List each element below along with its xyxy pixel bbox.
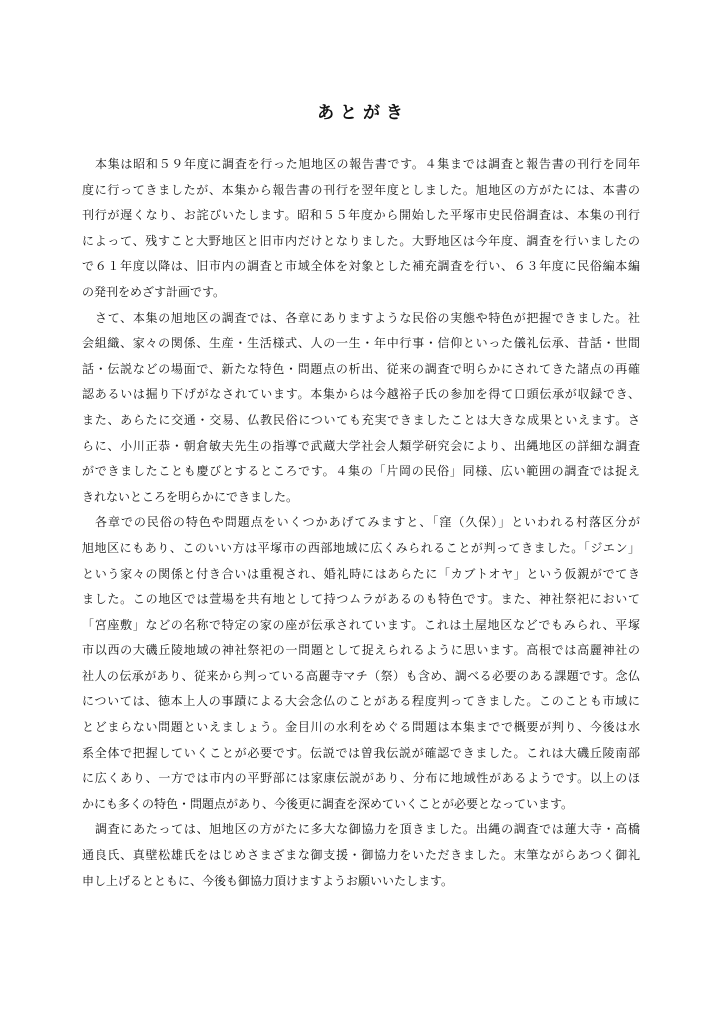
paragraph-1-line: 本集は昭和５９年度に調査を行った旭地区の報告書です。４集までは調査と報告書の刊行を同年 (95, 157, 640, 171)
paragraph-1-line: の発刊をめざす計画です。 (82, 284, 226, 299)
paragraph-2-line: 認あるいは掘り下げがなされています。本集からは今越裕子氏の参加を得て口頭伝承が収録でき、 (82, 387, 640, 402)
paragraph-4-line: 申し上げるとともに、今後も御協力頂けますようお願いいたします。 (82, 873, 454, 888)
paragraph-1-line: で６１年度以降は、旧市内の調査と市域全体を対象とした補充調査を行い、６３年度に民俗編本編 (82, 259, 640, 274)
paragraph-2-line: 会組織、家々の関係、生産・生活様式、人の一生・年中行事・信仰といった儀礼伝承、昔話・世間 (82, 336, 640, 351)
paragraph-2-line: ができましたことも慶びとするところです。４集の「片岡の民俗」同様、広い範囲の調査では捉え (82, 464, 640, 479)
paragraph-3-line: という家々の関係と付き合いは重視され、婚礼時にはあらたに「カブトオヤ」という仮親がでてき (82, 566, 640, 581)
paragraph-2-line: さて、本集の旭地区の調査では、各章にありますような民俗の実態や特色が把握できました。社 (95, 310, 640, 325)
paragraph-3-line: 旭地区にもあり、このいい方は平塚市の西部地域に広くみられることが判ってきました。「ジエン」 (82, 540, 640, 555)
paragraph-1-line: によって、残すこと大野地区と旧市内だけとなりました。大野地区は今年度、調査を行いましたの (82, 233, 640, 248)
paragraph-3-line: 系全体で把握していくことが必要です。伝説では曽我伝説が確認できました。これは大磯丘陵南部 (82, 745, 640, 760)
paragraph-3-line: ました。この地区では萱場を共有地として持つムラがあるのも特色です。また、神社祭祀において (82, 592, 640, 607)
paragraph-3-line: 市以西の大磯丘陵地域の神社祭祀の一問題として捉えられるように思います。高根では高麗神社の (82, 643, 640, 658)
paragraph-3-line: 「宮座敷」などの名称で特定の家の座が伝承されています。これは土屋地区などでもみられ、平塚 (82, 617, 640, 632)
page-title: あ と が き (317, 103, 403, 123)
paragraph-3-line: に広くあり、一方では市内の平野部には家康伝説があり、分布に地域性があるようです。以上のほ (82, 771, 640, 786)
paragraph-2-line: また、あらたに交通・交易、仏教民俗についても充実できましたことは大きな成果といえます。さ (82, 412, 640, 427)
paragraph-2-line: きれないところを明らかにできました。 (82, 489, 299, 504)
paragraph-3-line: については、徳本上人の事蹟による大会念仏のことがある程度判ってきました。このことも市域に (82, 694, 640, 709)
paragraph-3-line: 各章での民俗の特色や問題点をいくつかあげてみますと、「窪（久保）」といわれる村落区分が (95, 515, 640, 530)
paragraph-1-line: 度に行ってきましたが、本集から報告書の刊行を翌年度としました。旭地区の方がたには、本書の (82, 182, 640, 197)
paragraph-3-line: とどまらない問題といえましょう。金目川の水利をめぐる問題は本集までで概要が判り、今後は水 (82, 720, 640, 735)
paragraph-3-line: かにも多くの特色・問題点があり、今後更に調査を深めていくことが必要となっています。 (82, 796, 574, 811)
paragraph-4-line: 調査にあたっては、旭地区の方がたに多大な御協力を頂きました。出縄の調査では蓮大寺・高橋 (95, 822, 640, 837)
body-text (82, 152, 640, 894)
paragraph-2-line: 話・伝説などの場面で、新たな特色・問題点の析出、従来の調査で明らかにされてきた諸点の再確 (82, 361, 640, 376)
paragraph-4-line: 通良氏、真壁松雄氏をはじめさまざまな御支援・御協力をいただきました。末筆ながらあつく御礼 (82, 848, 640, 863)
paragraph-2-line: らに、小川正恭・朝倉敏夫先生の指導で武蔵大学社会人類学研究会により、出縄地区の詳細な調査 (82, 438, 640, 453)
paragraph-3-line: 社人の伝承があり、従来から判っている高麗寺マチ（祭）も含め、調べる必要のある課題です。念仏 (82, 668, 640, 683)
paragraph-1-line: 刊行が遅くなり、お詫びいたします。昭和５５年度から開始した平塚市史民俗調査は、本集の刊行 (82, 208, 640, 223)
